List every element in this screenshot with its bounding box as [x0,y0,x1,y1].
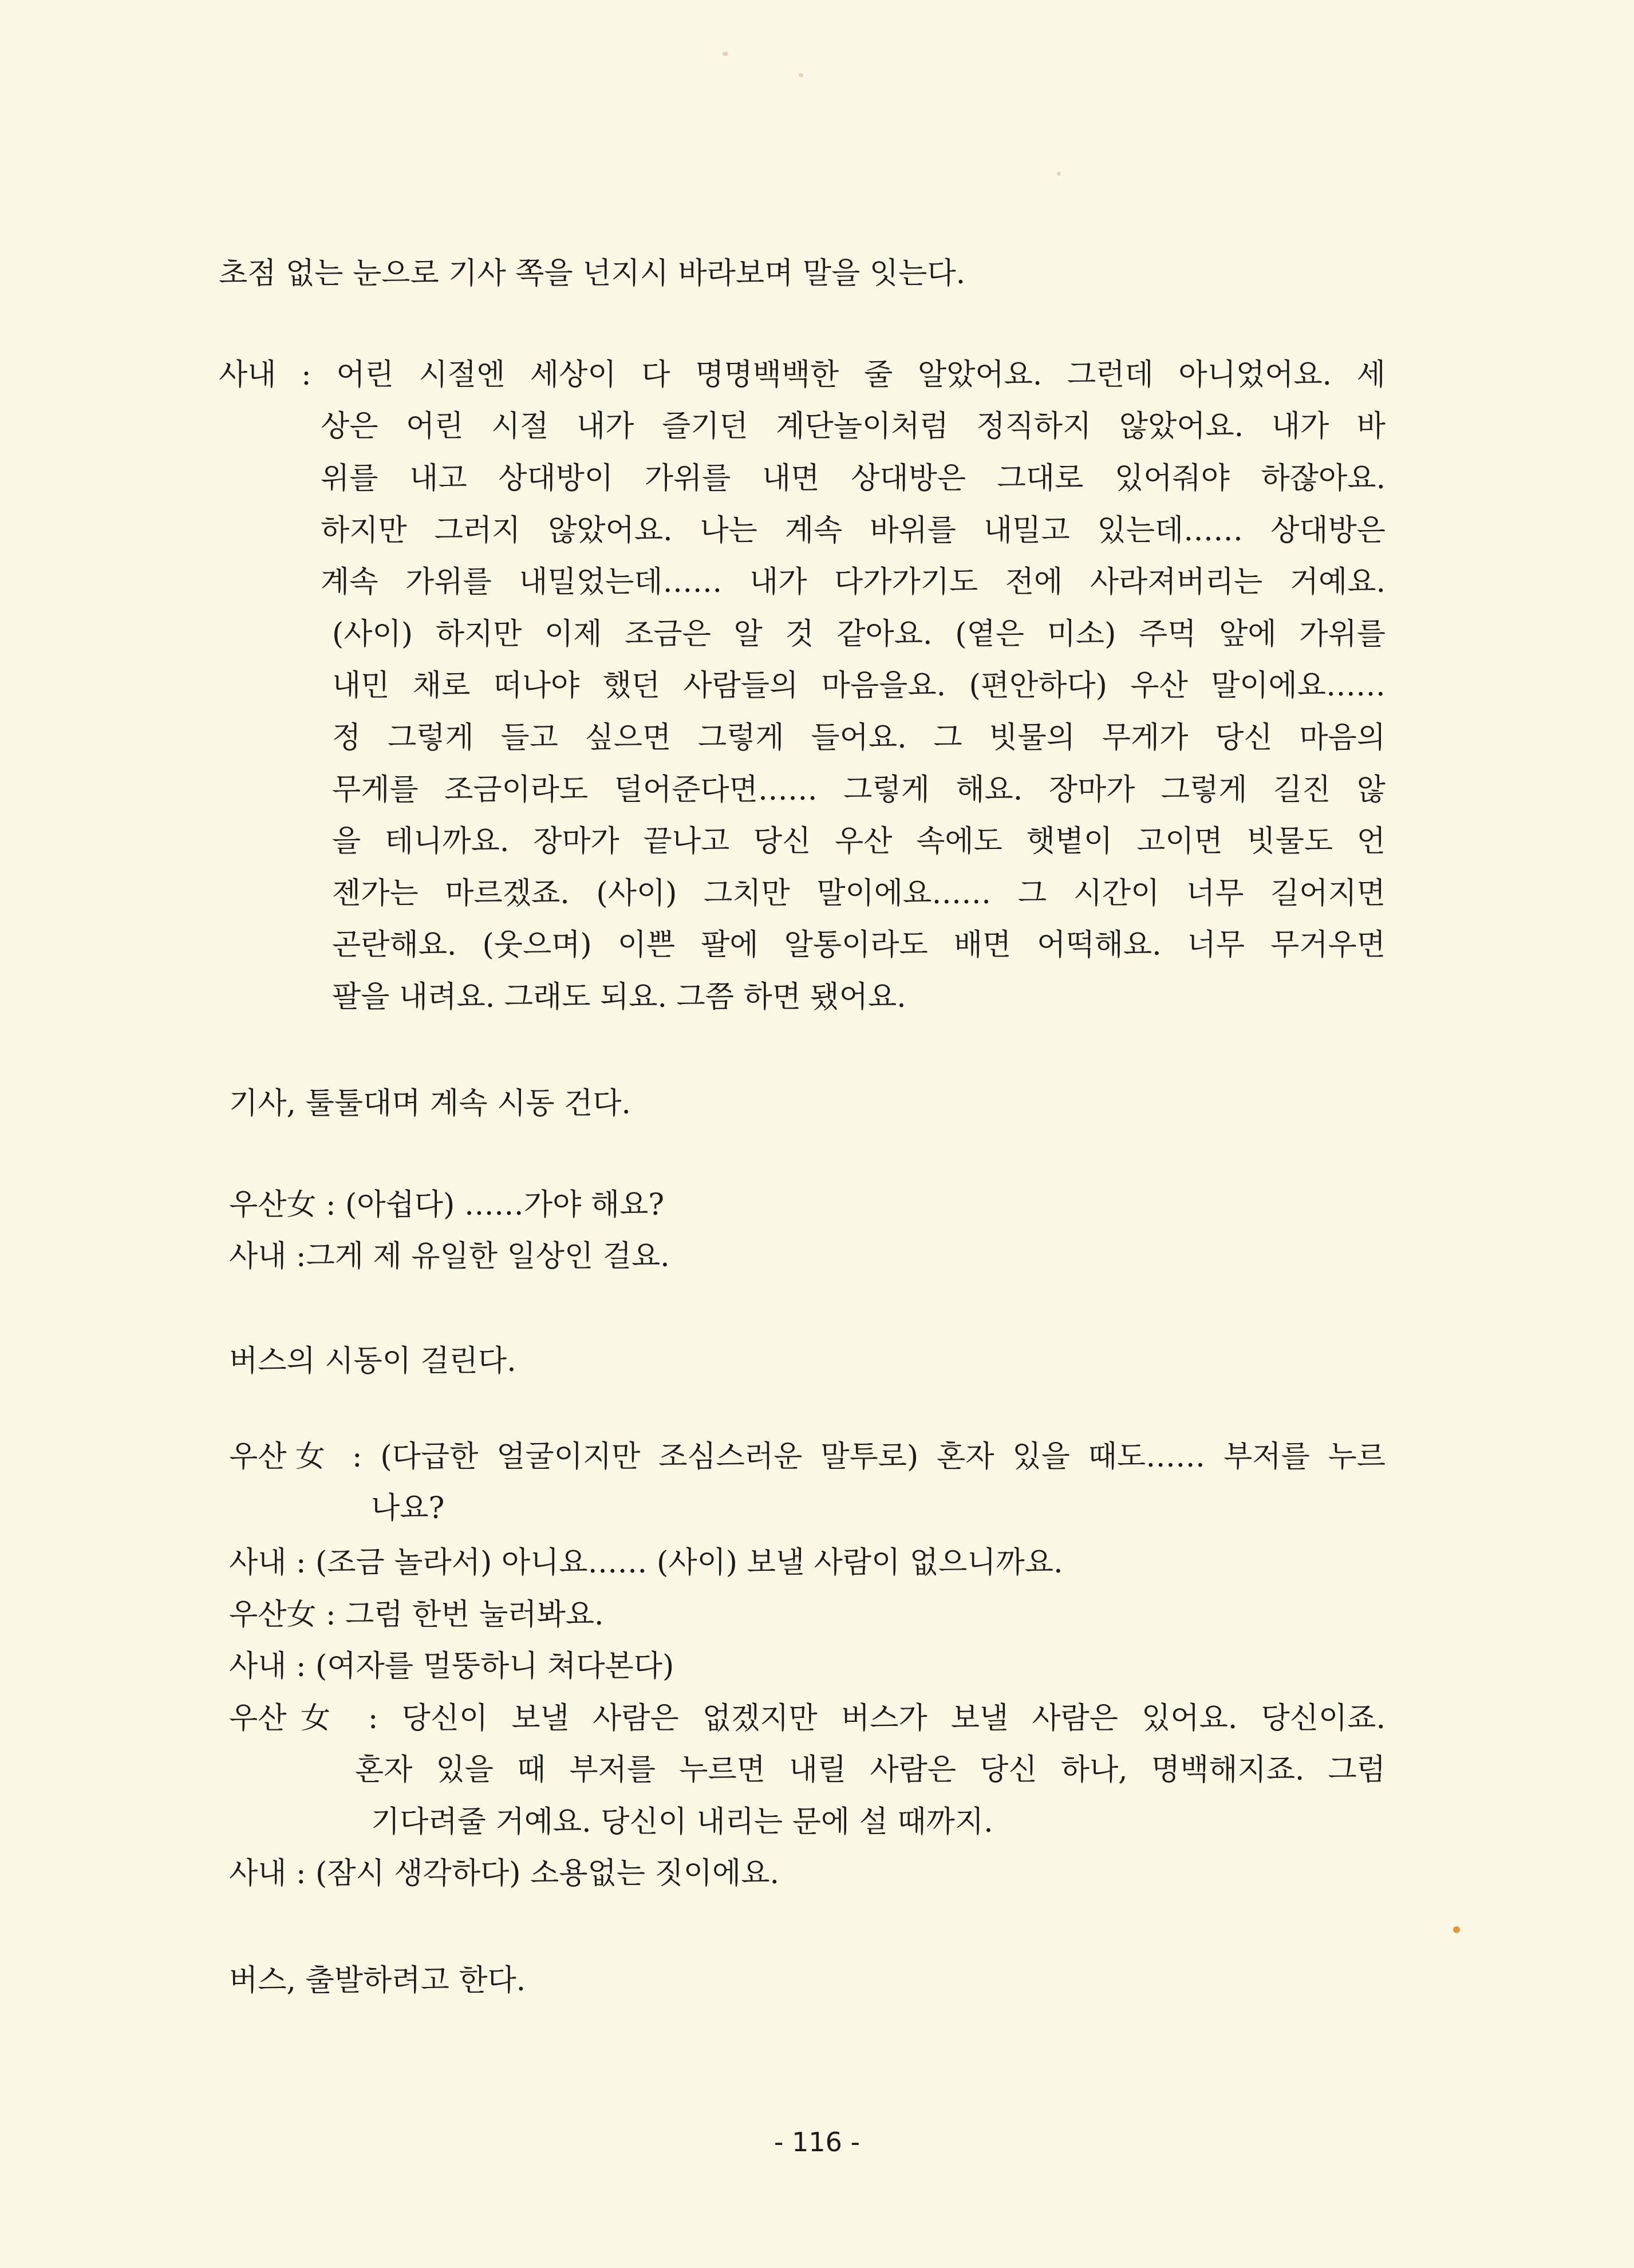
dialogue-line: 사내 :그게 제 유일한 일상인 걸요. [229,1239,670,1274]
dialogue-line: 위를 내고 상대방이 가위를 내면 상대방은 그대로 있어줘야 하잖아요. [321,461,1386,496]
stage-direction: 초점 없는 눈으로 기사 쪽을 넌지시 바라보며 말을 잇는다. [219,256,966,291]
dialogue-line: 우산女 : 그럼 한번 눌러봐요. [229,1598,604,1632]
dialogue-line: 우산女 : 당신이 보낼 사람은 없겠지만 버스가 보낼 사람은 있어요. 당신이죠. [229,1701,1386,1736]
dialogue-line: 우산女 : (아쉽다) ……가야 해요? [229,1188,665,1222]
stage-direction: 기사, 툴툴대며 계속 시동 건다. [229,1086,631,1121]
dialogue-line: 젠가는 마르겠죠. (사이) 그치만 말이에요…… 그 시간이 너무 길어지면 [332,876,1386,911]
stage-direction: 버스의 시동이 걸린다. [229,1344,516,1378]
dialogue-line: 사내 : (조금 놀라서) 아니요…… (사이) 보낼 사람이 없으니까요. [229,1546,1063,1580]
dialogue-line: 혼자 있을 때 부저를 누르면 내릴 사람은 당신 하나, 명백해지죠. 그럼 [355,1753,1386,1787]
dialogue-line: 팔을 내려요. 그래도 되요. 그쯤 하면 됐어요. [332,980,906,1014]
dialogue-line: 기다려줄 거예요. 당신이 내리는 문에 설 때까지. [371,1805,993,1839]
dialogue-line: 사내 : (잠시 생각하다) 소용없는 짓이에요. [229,1856,779,1891]
paper-speck [723,52,728,56]
dialogue-line: 하지만 그러지 않았어요. 나는 계속 바위를 내밀고 있는데…… 상대방은 [321,513,1386,548]
dialogue-line: 정 그렇게 들고 싶으면 그렇게 들어요. 그 빗물의 무게가 당신 마음의 [332,721,1386,755]
dialogue-line: 을 테니까요. 장마가 끝나고 당신 우산 속에도 햇볕이 고이면 빗물도 언 [332,824,1386,859]
paper-speck [1057,172,1061,176]
dialogue-line: 곤란해요. (웃으며) 이쁜 팔에 알통이라도 배면 어떡해요. 너무 무거우면 [332,928,1386,962]
dialogue-line: 사내 : (여자를 멀뚱하니 쳐다본다) [229,1649,674,1684]
paper-speck [799,73,803,77]
dialogue-line: 무게를 조금이라도 덜어준다면…… 그렇게 해요. 장마가 그렇게 길진 않 [332,773,1386,807]
dialogue-line: 사내 : 어린 시절엔 세상이 다 명명백백한 줄 알았어요. 그런데 아니었어요. 세 [219,358,1386,392]
dialogue-line: 나요? [371,1491,445,1526]
dialogue-line: 상은 어린 시절 내가 즐기던 계단놀이처럼 정직하지 않았어요. 내가 바 [321,409,1386,444]
page-number: - 116 - [773,2127,861,2158]
stage-direction: 버스, 출발하려고 한다. [229,1963,526,1998]
dialogue-line: 우산女 : (다급한 얼굴이지만 조심스러운 말투로) 혼자 있을 때도…… 부저를 누르 [229,1440,1386,1474]
dialogue-line: 내민 채로 떠나야 했던 사람들의 마음을요. (편안하다) 우산 말이에요…… [332,669,1386,703]
orange-speck [1453,1926,1460,1933]
dialogue-line: 계속 가위를 내밀었는데…… 내가 다가가기도 전에 사라져버리는 거예요. [321,565,1386,599]
dialogue-line: (사이) 하지만 이제 조금은 알 것 같아요. (옅은 미소) 주먹 앞에 가위를 [332,617,1386,651]
